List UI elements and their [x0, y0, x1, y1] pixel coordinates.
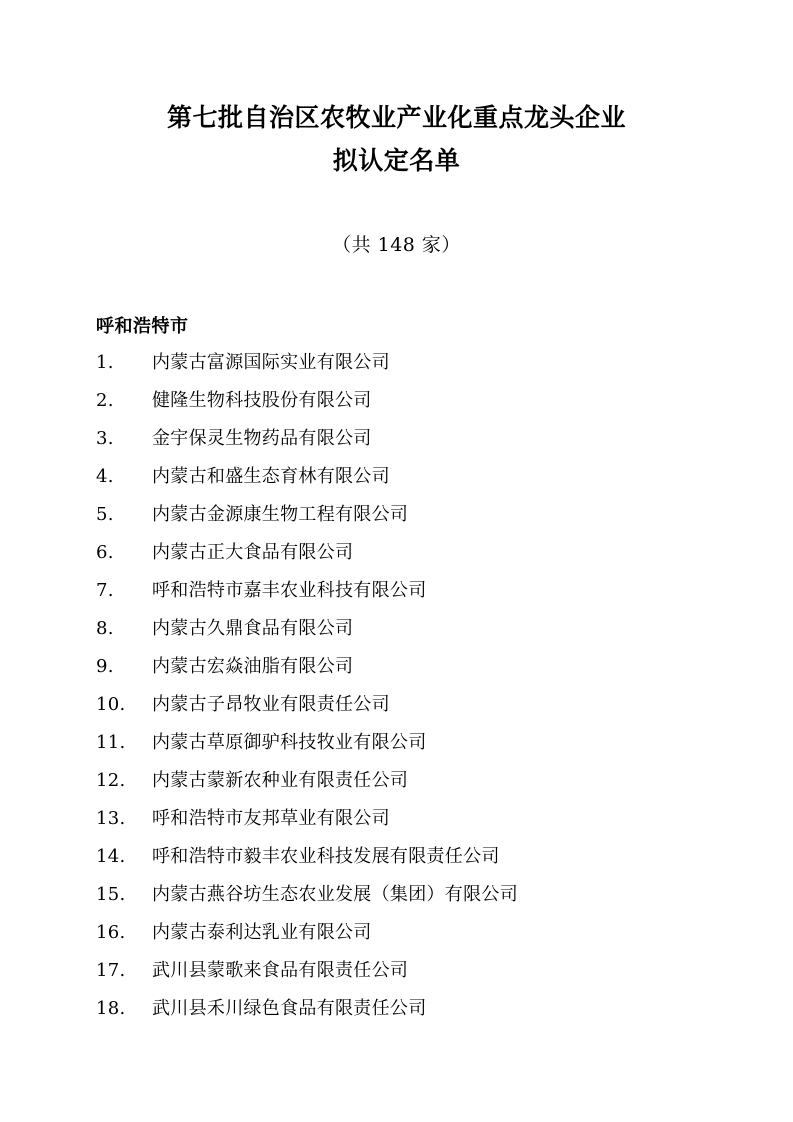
list-item: [96, 914, 697, 952]
page-title: [96, 96, 697, 182]
list-item-number: 5.: [96, 504, 114, 525]
list-item-number: 15.: [96, 884, 126, 905]
list-item-number: 16.: [96, 922, 126, 943]
list-item-label: 呼和浩特市嘉丰农业科技有限公司: [152, 580, 427, 601]
list-item-label: 内蒙古和盛生态育林有限公司: [152, 466, 390, 487]
list-item-label: 健隆生物科技股份有限公司: [152, 390, 372, 411]
list-item-number: 14.: [96, 846, 126, 867]
page-subtitle: （共 148 家）: [332, 234, 461, 256]
list-item: [96, 990, 697, 1028]
list-item-label: 内蒙古久鼎食品有限公司: [152, 618, 354, 639]
list-item-label: 内蒙古金源康生物工程有限公司: [152, 504, 409, 525]
list-item: [96, 648, 697, 686]
list-item-label: 内蒙古燕谷坊生态农业发展（集团）有限公司: [152, 884, 518, 905]
list-item: [96, 876, 697, 914]
list-item-number: 13.: [96, 808, 126, 829]
page-title-line-1: 第七批自治区农牧业产业化重点龙头企业: [166, 103, 626, 132]
list-item-label: 内蒙古蒙新农种业有限责任公司: [152, 770, 409, 791]
list-item-number: 2.: [96, 390, 114, 411]
list-item-label: 武川县禾川绿色食品有限责任公司: [152, 998, 427, 1019]
list-item-number: 7.: [96, 580, 114, 601]
list-item-label: 内蒙古子昂牧业有限责任公司: [152, 694, 390, 715]
list-item: [96, 572, 697, 610]
section-hohhot: [96, 312, 697, 1028]
page-title-line-2: 拟认定名单: [332, 146, 461, 175]
list-item: [96, 458, 697, 496]
list-item-label: 金宇保灵生物药品有限公司: [152, 428, 372, 449]
list-item-number: 4.: [96, 466, 114, 487]
list-item-label: 武川县蒙歌来食品有限责任公司: [152, 960, 409, 981]
list-item-label: 内蒙古草原御驴科技牧业有限公司: [152, 732, 427, 753]
list-item-number: 1.: [96, 352, 114, 373]
list-item: [96, 762, 697, 800]
list-item: [96, 724, 697, 762]
list-item-number: 17.: [96, 960, 126, 981]
list-item-label: 内蒙古宏焱油脂有限公司: [152, 656, 354, 677]
list-item: [96, 496, 697, 534]
list-item: [96, 382, 697, 420]
list-item-number: 12.: [96, 770, 126, 791]
list-item-label: 内蒙古泰利达乳业有限公司: [152, 922, 372, 943]
list-item-number: 11.: [96, 732, 126, 753]
list-item-number: 9.: [96, 656, 114, 677]
list-item-label: 内蒙古正大食品有限公司: [152, 542, 354, 563]
list-item: [96, 420, 697, 458]
list-item: [96, 534, 697, 572]
list-item-label: 呼和浩特市友邦草业有限公司: [152, 808, 390, 829]
list-item: [96, 344, 697, 382]
list-item: [96, 952, 697, 990]
list-item-number: 8.: [96, 618, 114, 639]
list-item-label: 内蒙古富源国际实业有限公司: [152, 352, 390, 373]
enterprise-list: [96, 344, 697, 1028]
list-item: [96, 686, 697, 724]
section-heading: 呼和浩特市: [96, 316, 189, 337]
list-item: [96, 610, 697, 648]
list-item-number: 6.: [96, 542, 114, 563]
list-item-label: 呼和浩特市毅丰农业科技发展有限责任公司: [152, 846, 500, 867]
list-item-number: 10.: [96, 694, 126, 715]
list-item: [96, 838, 697, 876]
list-item-number: 18.: [96, 998, 126, 1019]
list-item-number: 3.: [96, 428, 114, 449]
list-item: [96, 800, 697, 838]
